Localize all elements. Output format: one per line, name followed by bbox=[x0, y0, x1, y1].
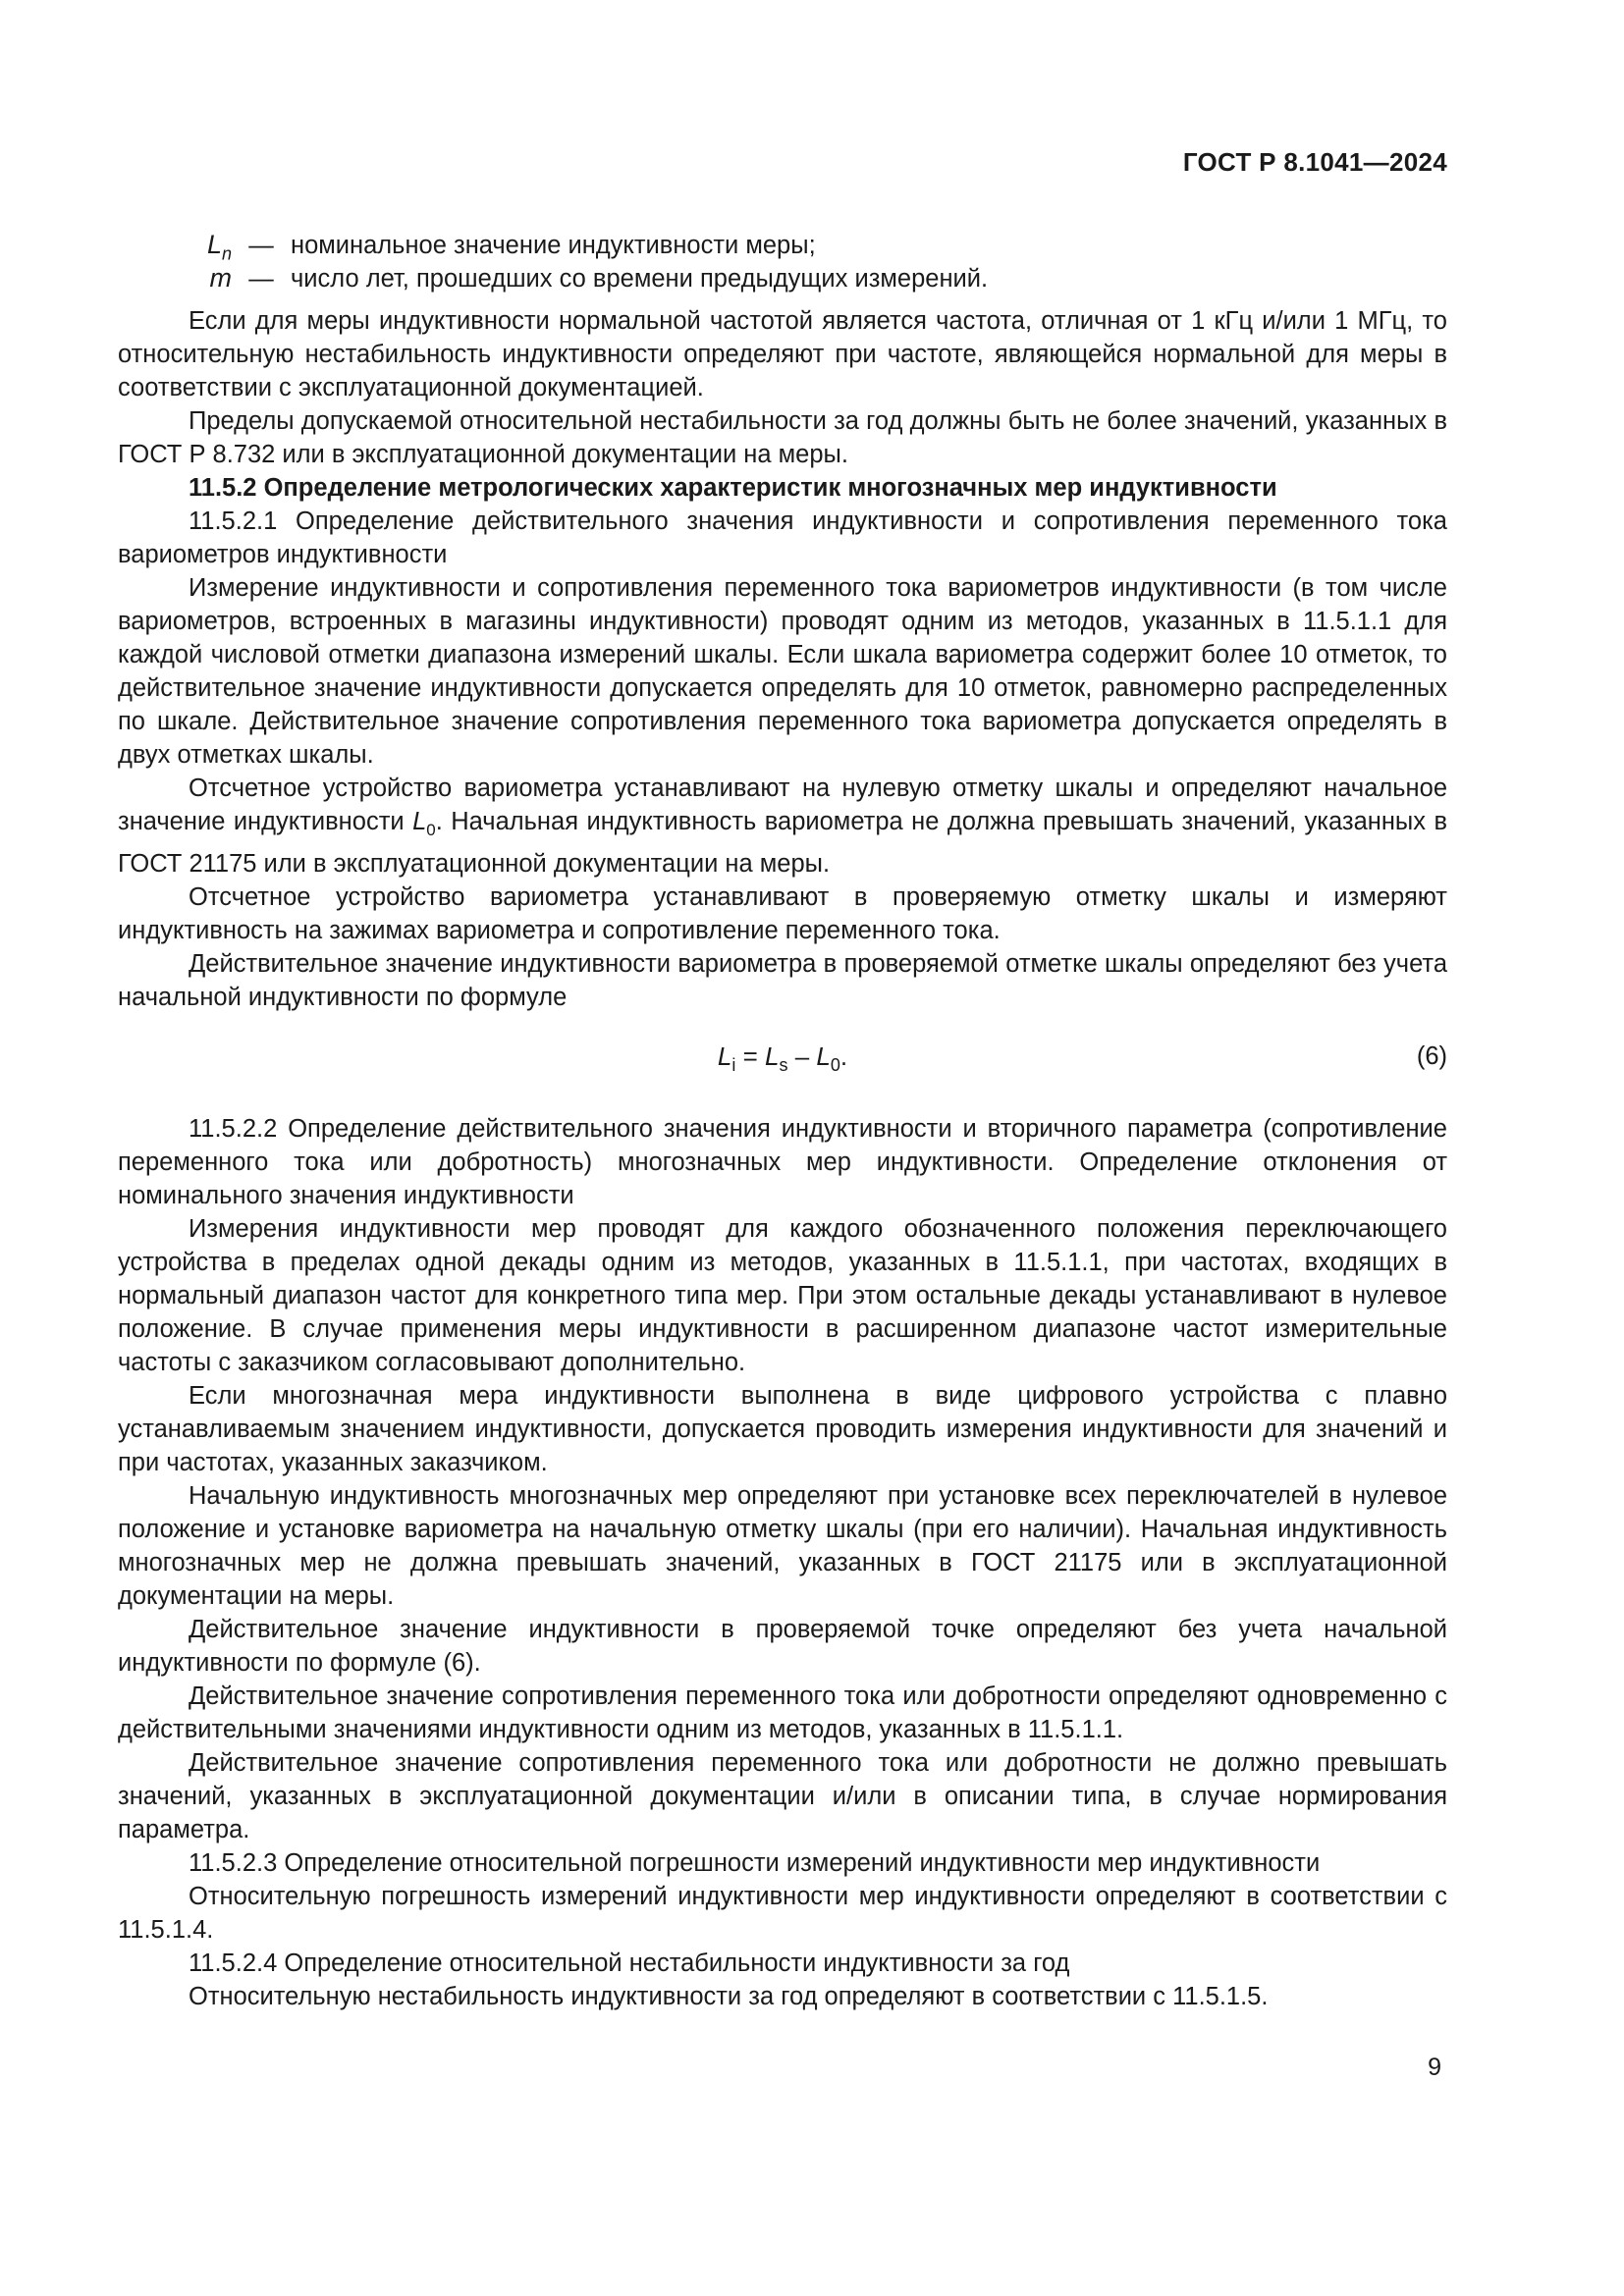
paragraph: Измерение индуктивности и сопротивления переменного тока вариометров индуктивности (в том числе вариометров, встроенных в магазины индуктивности) проводят одним из методов, указанных в 11.5.1.1 для каждой числовой отметки диапазона измерений шкалы. Если шкала вариометра содержит более 10 отметок, то действительное значение индуктивности допускается определять для 10 отметок, равномерно распределенных по шкале. Действительное значение сопротивления переменного тока вариометра допускается определять в двух отметках шкалы. bbox=[118, 574, 1447, 769]
legend-row bbox=[118, 228, 1447, 264]
paragraph: Относительную погрешность измерений индуктивности мер индуктивности определяют в соответствии с 11.5.1.4. bbox=[118, 1883, 1447, 1945]
paragraph: Измерения индуктивности мер проводят для каждого обозначенного положения переключающего устройства в пределах одной декады одним из методов, указанных в 11.5.1.1, при частотах, входящих в нормальный диапазон частот для конкретного типа мер. При этом остальные декады устанавливают в нулевое положение. В случае применения меры индуктивности в расширенном диапазоне частот измерительные частоты с заказчиком согласовывают дополнительно. bbox=[118, 1215, 1447, 1377]
legend-dash: — bbox=[248, 232, 274, 259]
subsection-title-11-5-2-3: 11.5.2.3 Определение относительной погрешности измерений индуктивности мер индуктивности bbox=[189, 1849, 1321, 1878]
document-header: ГОСТ Р 8.1041—2024 bbox=[1182, 147, 1447, 177]
legend-description: число лет, прошедших со времени предыдущих измерений. bbox=[291, 265, 989, 293]
document-body bbox=[118, 228, 1447, 2013]
legend-row bbox=[118, 261, 1447, 294]
formula-number: (6) bbox=[1416, 1042, 1447, 1071]
paragraph: Отсчетное устройство вариометра устанавливают в проверяемую отметку шкалы и измеряют индуктивность на зажимах вариометра и сопротивление переменного тока. bbox=[118, 883, 1447, 945]
subsection-title-11-5-2-2: 11.5.2.2 Определение действительного значения индуктивности и вторичного параметра (сопротивление переменного тока или добротность) многозначных мер индуктивности. Определение отклонения от номинального значения индуктивности bbox=[118, 1115, 1447, 1210]
paragraph: Действительное значение индуктивности вариометра в проверяемой отметке шкалы определяют без учета начальной индуктивности по формуле bbox=[118, 950, 1447, 1012]
formula-expression: $L_i = L_s - L_0$. bbox=[717, 1041, 848, 1076]
page-number: 9 bbox=[1428, 2054, 1441, 2081]
paragraph: Пределы допускаемой относительной нестабильности за год должны быть не более значений, указанных в ГОСТ Р 8.732 или в эксплуатационной документации на меры. bbox=[118, 407, 1447, 468]
subsection-title-11-5-2-4: 11.5.2.4 Определение относительной нестабильности индуктивности за год bbox=[189, 1949, 1070, 1978]
legend-symbol: $L_n$ bbox=[206, 230, 232, 264]
legend-symbol: m bbox=[209, 263, 232, 293]
formula-6 bbox=[118, 1024, 1447, 1089]
paragraph: Если многозначная мера индуктивности выполнена в виде цифрового устройства с плавно устанавливаемым значением индуктивности, допускается проводить измерения индуктивности для значений и при частотах, указанных заказчиком. bbox=[118, 1382, 1447, 1477]
paragraph: Действительное значение индуктивности в проверяемой точке определяют без учета начальной индуктивности по формуле (6). bbox=[118, 1616, 1447, 1678]
paragraph: Если для меры индуктивности нормальной частотой является частота, отличная от 1 кГц и/или 1 МГц, то относительную нестабильность индуктивности определяют при частоте, являющейся нормальной для меры в соответствии с эксплуатационной документацией. bbox=[118, 307, 1447, 401]
paragraph: Начальную индуктивность многозначных мер определяют при установке всех переключателей в нулевое положение и установке вариометра на начальную отметку шкалы (при его наличии). Начальная индуктивность многозначных мер не должна превышать значений, указанных в ГОСТ 21175 или в эксплуатационной документации на меры. bbox=[118, 1482, 1447, 1611]
subsection-title-11-5-2-1: 11.5.2.1 Определение действительного значения индуктивности и сопротивления переменного тока вариометров индуктивности bbox=[118, 507, 1447, 568]
paragraph: Действительное значение сопротивления переменного тока или добротности не должно превышать значений, указанных в эксплуатационной документации и/или в описании типа, в случае нормирования параметра. bbox=[118, 1749, 1447, 1844]
legend-dash: — bbox=[248, 265, 274, 293]
paragraph: Действительное значение сопротивления переменного тока или добротности определяют одновременно с действительными значениями индуктивности одним из методов, указанных в 11.5.1.1. bbox=[118, 1682, 1447, 1744]
symbol-legend bbox=[118, 228, 1447, 294]
section-heading-11-5-2: 11.5.2 Определение метрологических характеристик многозначных мер индуктивности bbox=[189, 474, 1277, 502]
paragraph: Отсчетное устройство вариометра устанавливают на нулевую отметку шкалы и определяют начальное значение индуктивности $L_0$. Начальная индуктивность вариометра не должна превышать значений, указанных в ГОСТ 21175 или в эксплуатационной документации на меры. bbox=[118, 774, 1447, 879]
paragraph: Относительную нестабильность индуктивности за год определяют в соответствии с 11.5.1.5. bbox=[189, 1983, 1269, 2011]
legend-description: номинальное значение индуктивности меры; bbox=[291, 232, 816, 259]
